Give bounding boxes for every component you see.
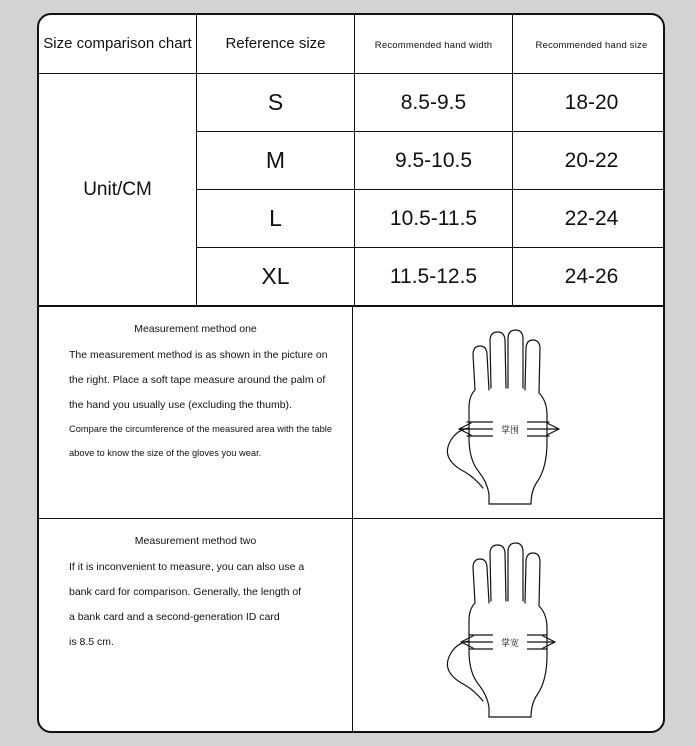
size-comparison-table — [39, 15, 665, 306]
cell-hand-size — [513, 190, 666, 248]
method-two-line-3: a bank card and a second-generation ID card — [69, 611, 280, 624]
hand-width-value: 11.5-12.5 — [389, 264, 478, 288]
header-title-text: Size comparison chart — [43, 35, 192, 52]
method-one-line-2: the right. Place a soft tape measure around the palm of — [69, 374, 326, 387]
palm-width-label: 掌宽 — [500, 639, 520, 649]
header-cell-reference-size — [197, 15, 355, 74]
method-two-panel — [39, 518, 663, 733]
cell-hand-width — [355, 190, 513, 248]
method-one-title: Measurement method one — [134, 323, 257, 335]
method-one-line-4: Compare the circumference of the measured area with the table — [69, 424, 333, 435]
palm-circumference-label: 掌围 — [500, 425, 520, 436]
method-two-text — [39, 519, 353, 733]
size-value: XL — [261, 263, 290, 289]
cell-hand-size — [513, 132, 666, 190]
method-one-body — [57, 349, 334, 460]
header-cell-hand-size — [513, 15, 666, 74]
measurement-methods — [39, 306, 663, 733]
hand-palm-width-icon — [413, 531, 603, 721]
size-value: L — [269, 205, 282, 231]
method-two-body — [57, 561, 334, 650]
header-hand-size-text: Recommended hand size — [535, 40, 648, 51]
method-one-line-1: The measurement method is as shown in the picture on — [69, 349, 328, 361]
method-one-panel — [39, 306, 663, 518]
unit-label: Unit/CM — [83, 178, 152, 200]
cell-size — [197, 74, 355, 132]
size-chart-card — [37, 13, 665, 733]
hand-width-value: 9.5-10.5 — [394, 148, 473, 172]
hand-width-value: 8.5-9.5 — [400, 90, 467, 114]
method-two-line-1: If it is inconvenient to measure, you can also use a — [69, 561, 305, 573]
hand-size-value: 18-20 — [564, 90, 619, 114]
hand-width-value: 10.5-11.5 — [389, 206, 478, 230]
cell-hand-width — [355, 74, 513, 132]
size-value: M — [265, 147, 286, 173]
cell-size — [197, 132, 355, 190]
cell-hand-width — [355, 248, 513, 306]
header-hand-width-text: Recommended hand width — [374, 40, 493, 51]
table-header-row — [39, 15, 665, 74]
header-reference-size-text: Reference size — [225, 35, 326, 52]
method-one-line-5: above to know the size of the gloves you wear. — [69, 447, 262, 458]
method-two-title: Measurement method two — [134, 535, 257, 547]
hand-size-value: 24-26 — [564, 264, 619, 288]
cell-hand-size — [513, 248, 666, 306]
method-two-line-4: is 8.5 cm. — [69, 636, 114, 649]
hand-size-value: 22-24 — [564, 206, 619, 230]
unit-cell — [39, 74, 197, 306]
cell-hand-width — [355, 132, 513, 190]
method-one-text — [39, 307, 353, 518]
header-cell-hand-width — [355, 15, 513, 74]
method-one-figure — [353, 307, 663, 518]
cell-size — [197, 248, 355, 306]
method-one-line-3: the hand you usually use (excluding the thumb). — [69, 399, 292, 412]
method-two-figure — [353, 519, 663, 733]
size-value: S — [267, 89, 284, 115]
hand-size-value: 20-22 — [564, 148, 619, 172]
method-two-line-2: bank card for comparison. Generally, the length of — [69, 586, 302, 599]
cell-hand-size — [513, 74, 666, 132]
table-row — [39, 74, 665, 132]
header-cell-title — [39, 15, 197, 74]
hand-palm-circumference-icon — [413, 318, 603, 508]
cell-size — [197, 190, 355, 248]
